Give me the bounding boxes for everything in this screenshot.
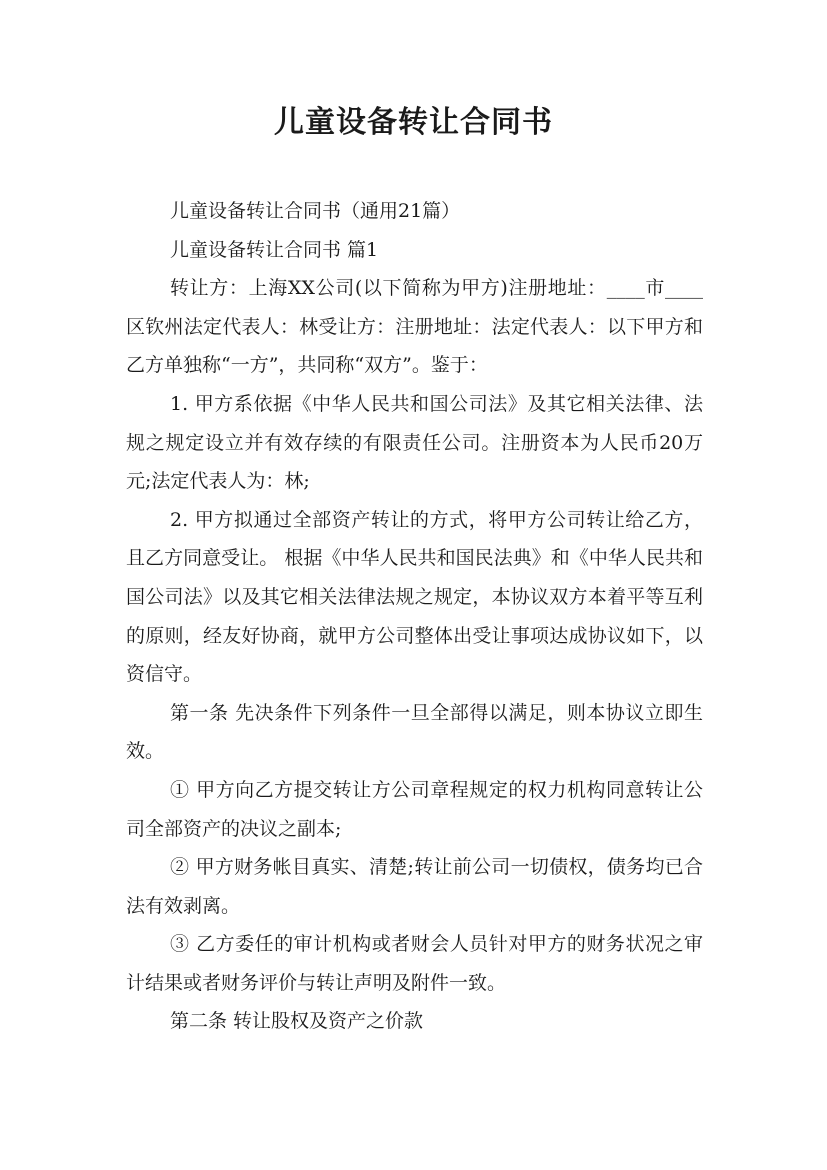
paragraph-condition-3: ③ 乙方委任的审计机构或者财会人员针对甲方的财务状况之审计结果或者财务评价与转让声明及附件一致。 xyxy=(126,933,703,994)
paragraph-condition-1: ① 甲方向乙方提交转让方公司章程规定的权力机构同意转让公司全部资产的决议之副本; xyxy=(126,778,703,840)
paragraph-subtitle: 儿童设备转让合同书（通用21篇） xyxy=(170,200,461,222)
paragraph-recital-2: 2. 甲方拟通过全部资产转让的方式，将甲方公司转让给乙方，且乙方同意受让。 根据《中华人民共和国民法典》和《中华人民共和国公司法》以及其它相关法律法规之规定，本协议双方本着平等互利的原则，经友好协商，就甲方公司整体出受让事项达成协议如下，以资信守。 xyxy=(126,508,703,686)
document-body xyxy=(126,192,703,1041)
paragraph-article-2: 第二条 转让股权及资产之价款 xyxy=(170,1010,424,1033)
paragraph-article-1: 第一条 先决条件下列条件一旦全部得以满足，则本协议立即生效。 xyxy=(126,701,703,763)
paragraph-condition-2: ② 甲方财务帐目真实、清楚;转让前公司一切债权，债务均已合法有效剥离。 xyxy=(126,856,703,917)
paragraph-recital-1: 1. 甲方系依据《中华人民共和国公司法》及其它相关法律、法规之规定设立并有效存续的有限责任公司。注册资本为人民币20万元;法定代表人为：林; xyxy=(126,392,703,493)
paragraph-section-heading: 儿童设备转让合同书 篇1 xyxy=(170,238,379,261)
paragraph-parties: 转让方：上海XX公司(以下简称为甲方)注册地址：____市____区钦州法定代表人：林受让方：注册地址：法定代表人：以下甲方和乙方单独称“一方”，共同称“双方”。鉴于： xyxy=(126,277,703,377)
document-title: 儿童设备转让合同书 xyxy=(274,105,553,140)
